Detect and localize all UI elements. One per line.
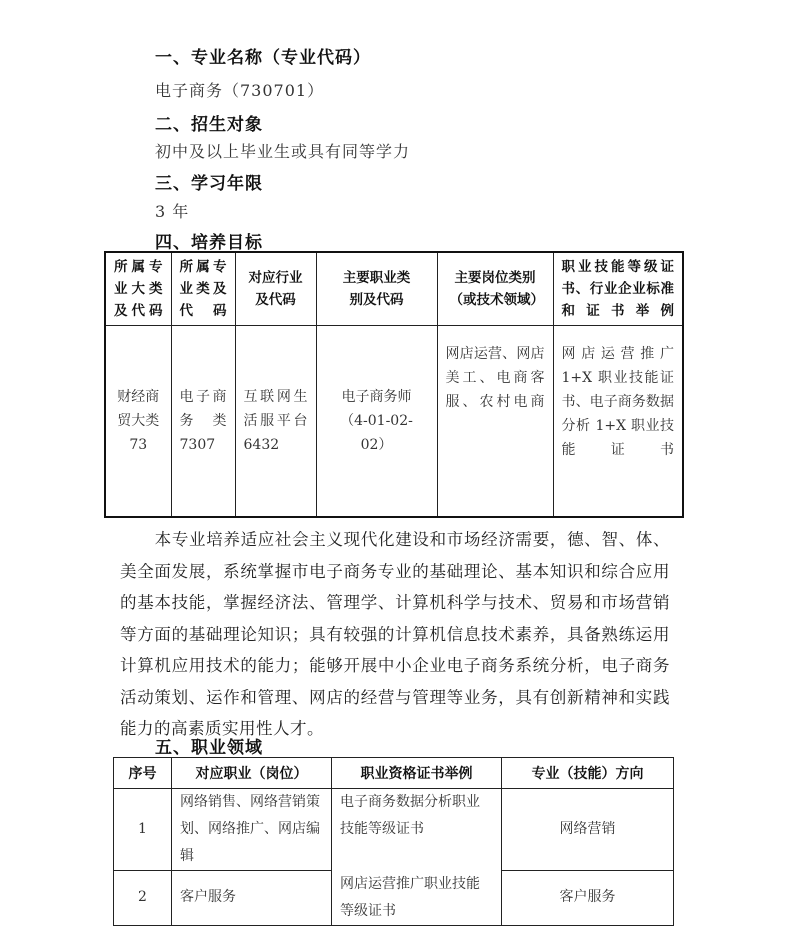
section-heading-4: 四、培养目标 <box>155 233 263 253</box>
enrollment-text: 初中及以上毕业生或具有同等学力 <box>155 142 411 161</box>
table-row <box>114 789 674 871</box>
table-header: 主要岗位类别（或技术领域） <box>437 252 553 326</box>
table-cell: 2 <box>114 871 172 926</box>
career-field-table <box>113 757 674 926</box>
table-cell: 电子商务数据分析职业技能等级证书 <box>332 789 502 871</box>
section-heading-2: 二、招生对象 <box>155 115 263 135</box>
table-header: 职业技能等级证书、行业企业标准和证书举例 <box>553 252 683 326</box>
table-cell: 网店运营、网店美工、电商客服、农村电商 <box>437 326 553 518</box>
duration-text: 3 年 <box>155 202 190 221</box>
table-cell: 客户服务 <box>172 871 332 926</box>
table-header: 对应职业（岗位） <box>172 758 332 789</box>
table-header: 序号 <box>114 758 172 789</box>
table-cell: 网络销售、网络营销策划、网络推广、网店编辑 <box>172 789 332 871</box>
training-objective-paragraph: 本专业培养适应社会主义现代化建设和市场经济需要，德、智、体、美全面发展，系统掌握市电子商务专业的基础理论、基本知识和综合应用的基本技能，掌握经济法、管理学、计算机科学与技术、贸易和市场营销等方面的基础理论知识；具有较强的计算机信息技术素养，具备熟练运用计算机应用技术的能力；能够开展中小企业电子商务系统分析，电子商务活动策划、运作和管理、网店的经营与管理等业务，具有创新精神和实践能力的高素质实用性人才。 <box>120 530 670 738</box>
section-heading-5: 五、职业领域 <box>155 738 263 758</box>
table-header-row <box>105 252 683 326</box>
major-name-text: 电子商务（730701） <box>155 81 325 100</box>
table-cell: 网络营销 <box>502 789 674 871</box>
table-header: 所属专业大类及代码 <box>105 252 171 326</box>
table-cell: 互联网生活服平台 6432 <box>235 326 316 518</box>
table-cell: 电子商务师（4-01-02-02） <box>316 326 437 518</box>
table-header: 对应行业及代码 <box>235 252 316 326</box>
table-cell: 1 <box>114 789 172 871</box>
table-header: 职业资格证书举例 <box>332 758 502 789</box>
training-objective-table <box>104 251 684 518</box>
table-row <box>114 871 674 926</box>
table-header-row <box>114 758 674 789</box>
table-row <box>105 326 683 518</box>
table-cell: 电子商务类 7307 <box>171 326 235 518</box>
table-cell: 网店运营推广职业技能等级证书 <box>332 871 502 926</box>
section-heading-3: 三、学习年限 <box>155 174 263 194</box>
table-header: 所属专业类及代码 <box>171 252 235 326</box>
section-heading-1: 一、专业名称（专业代码） <box>155 48 371 68</box>
table-cell: 网店运营推广 1+X 职业技能证书、电子商务数据分析 1+X 职业技能证书 <box>553 326 683 518</box>
table-cell: 财经商贸大类 73 <box>105 326 171 518</box>
table-cell: 客户服务 <box>502 871 674 926</box>
table-header: 主要职业类别及代码 <box>316 252 437 326</box>
table-header: 专业（技能）方向 <box>502 758 674 789</box>
